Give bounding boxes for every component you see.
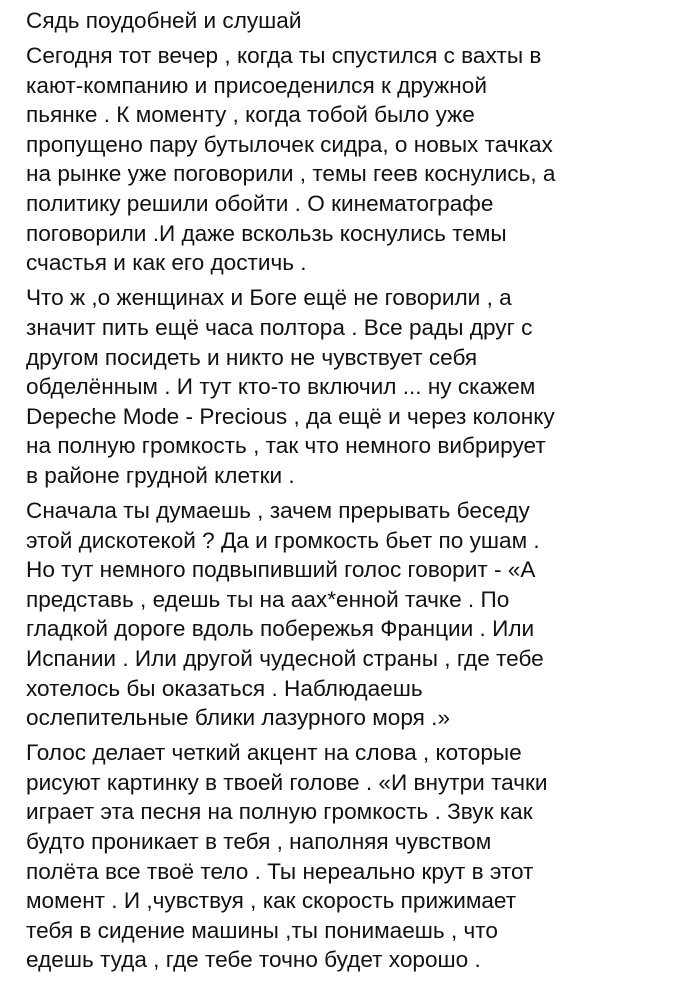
paragraph: [26, 283, 690, 490]
text-line: рисуют картинку в твоей голове . «И внутри тачки: [26, 769, 548, 795]
text-line: ослепительные блики лазурного моря .»: [26, 705, 451, 731]
post-paragraphs: [26, 41, 690, 975]
text-line: Сядь поудобней и слушай: [26, 8, 302, 33]
text-line: пьянке . К моменту , когда тобой было уже: [26, 102, 475, 128]
text-line: Но тут немного подвыпивший голос говорит - «А: [26, 557, 536, 583]
post-body: [26, 6, 690, 981]
post-title: [26, 6, 690, 36]
text-line: представь , едешь ты на аах*енной тачке . По: [26, 586, 510, 612]
text-line: Испании . Или другой чудесной страны , где тебе: [26, 645, 544, 671]
text-line: пропущено пару бутылочек сидра, о новых тачках: [26, 131, 553, 157]
text-line: играет эта песня на полную громкость . Звук как: [26, 799, 533, 825]
text-line: политику решили обойти . О кинематографе: [26, 191, 494, 217]
text-line: Что ж ,о женщинах и Боге ещё не говорили , а: [26, 285, 512, 311]
text-line: на полную громкость , так что немного вибрирует: [26, 433, 546, 459]
text-line: на рынке уже поговорили , темы геев коснулись, а: [26, 161, 556, 187]
text-line: другом посидеть и никто не чувствует себя: [26, 344, 478, 370]
text-line: Сегодня тот вечер , когда ты спустился с вахты в: [26, 43, 542, 69]
text-line: Depeche Mode - Precious , да ещё и через колонку: [26, 403, 555, 429]
text-line: в районе грудной клетки .: [26, 462, 295, 488]
text-line: обделённым . И тут кто-то включил ... ну скажем: [26, 374, 536, 400]
text-line: кают-компанию и присоеденился к дружной: [26, 72, 487, 98]
text-line: момент . И ,чувствуя , как скорость прижимает: [26, 888, 517, 914]
text-line: поговорили .И даже вскользь коснулись темы: [26, 220, 507, 246]
paragraph: [26, 41, 690, 278]
text-line: хотелось бы оказаться . Наблюдаешь: [26, 675, 423, 701]
text-line: значит пить ещё часа полтора . Все рады друг с: [26, 314, 533, 340]
text-line: полёта все твоё тело . Ты нереально крут в этот: [26, 858, 534, 884]
text-line: будто проникает в тебя , наполняя чувством: [26, 829, 492, 855]
text-line: Голос делает четкий акцент на слова , которые: [26, 740, 522, 766]
paragraph: [26, 496, 690, 733]
text-line: счастья и как его достичь .: [26, 250, 307, 276]
text-line: этой дискотекой ? Да и громкость бьет по ушам .: [26, 527, 540, 553]
text-line: едешь туда , где тебе точно будет хорошо .: [26, 947, 481, 973]
text-line: Сначала ты думаешь , зачем прерывать беседу: [26, 498, 530, 523]
text-line: гладкой дороге вдоль побережья Франции . Или: [26, 616, 535, 642]
paragraph: [26, 738, 690, 975]
text-line: тебя в сидение машины ,ты понимаешь , что: [26, 917, 498, 943]
